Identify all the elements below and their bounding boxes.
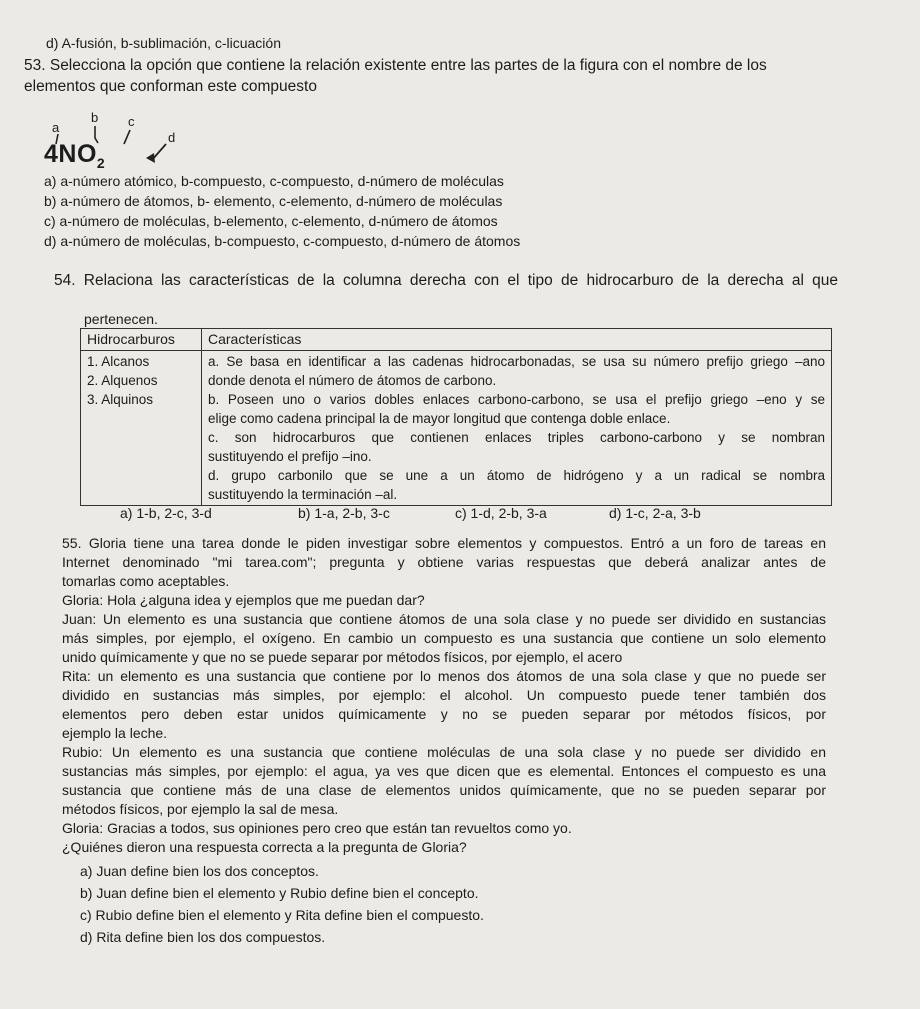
- figure-label-c: c: [128, 114, 135, 129]
- header-hidrocarburos: Hidrocarburos: [81, 329, 202, 351]
- q55-line-9: dividido en sustancias más simples, por ejemplo: el alcohol. Un compuesto puede tener también dos: [62, 687, 826, 703]
- q54-option-d: d) 1-c, 2-a, 3-b: [609, 505, 701, 521]
- type-alcanos: 1. Alcanos: [87, 354, 150, 369]
- q53-text-line2: elementos que conforman este compuesto: [24, 78, 317, 95]
- q55-line-12: Rubio: Un elemento es una sustancia que contiene moléculas de una sola clase y no puede ser dividido en: [62, 744, 826, 760]
- chemical-formula: $4NO_2$: [44, 140, 106, 171]
- characteristic-b-line2: elige como cadena principal la de mayor longitud que contenga doble enlace.: [208, 411, 671, 426]
- prev-question-option-d: d) A-fusión, b-sublimación, c-licuación: [46, 35, 281, 51]
- q54-text-line2: pertenecen.: [84, 311, 158, 327]
- characteristic-d-line2: sustituyendo la terminación –al.: [208, 487, 398, 502]
- type-alquinos: 3. Alquinos: [87, 392, 154, 407]
- figure-label-d: d: [168, 130, 176, 145]
- characteristic-c-line2: sustituyendo el prefijo –ino.: [208, 449, 372, 464]
- characteristic-a-line2: donde denota el número de átomos de carbono.: [208, 373, 497, 388]
- q55-line-10: elementos pero deben estar unidos químicamente y no se pueden separar por métodos físicos, por: [62, 706, 826, 722]
- table-body-row: [81, 351, 832, 506]
- q53-option-c: c) a-número de moléculas, b-elemento, c-elemento, d-número de átomos: [44, 213, 498, 229]
- q53-option-b: b) a-número de átomos, b- elemento, c-elemento, d-número de moléculas: [44, 193, 503, 209]
- q55-line-13: sustancias más simples, por ejemplo: el agua, ya ves que dicen que es elemental. Entonces el compuesto es una: [62, 763, 826, 779]
- q55-line-1: 55. Gloria tiene una tarea donde le piden investigar sobre elementos y compuestos. Entró a un foro de tareas en: [62, 535, 826, 551]
- characteristic-b-line1: b. Poseen uno o varios dobles enlaces carbono-carbono, se usa el prefijo griego –eno y se: [208, 392, 825, 407]
- header-caracteristicas: Características: [202, 329, 832, 351]
- q54-text-line1: 54. Relaciona las características de la columna derecha con el tipo de hidrocarburo de la derecha al que: [54, 272, 838, 289]
- characteristic-c-line1: c. son hidrocarburos que contienen enlaces triples carbono-carbono y se nombran: [208, 430, 825, 445]
- figure-label-a: a: [52, 120, 60, 135]
- q55-line-8: Rita: un elemento es una sustancia que contiene por lo menos dos átomos de una sola clase y que no puede ser: [62, 668, 826, 684]
- table-header-row: [81, 329, 832, 351]
- q55-question: ¿Quiénes dieron una respuesta correcta a la pregunta de Gloria?: [62, 839, 467, 855]
- q55-line-4: Gloria: Hola ¿alguna idea y ejemplos que me puedan dar?: [62, 592, 425, 608]
- type-alquenos: 2. Alquenos: [87, 373, 158, 388]
- q55-line-7: unido químicamente y que no se puede separar por métodos físicos, por ejemplo, el acero: [62, 649, 623, 665]
- q54-option-b: b) 1-a, 2-b, 3-c: [298, 505, 390, 521]
- q55-line-5: Juan: Un elemento es una sustancia que contiene átomos de una sola clase y no puede ser dividido en sustancias: [62, 611, 826, 627]
- q55-line-15: métodos físicos, por ejemplo la sal de mesa.: [62, 801, 339, 817]
- characteristic-a-line1: a. Se basa en identificar a las cadenas hidrocarbonadas, se usa su número prefijo griego –ano: [208, 354, 825, 369]
- q55-line-14: sustancia que contiene más de una clase de elementos unidos químicamente, que no se pueden separar por: [62, 782, 826, 798]
- q55-option-d: d) Rita define bien los dos compuestos.: [80, 929, 326, 945]
- hydrocarbon-types-cell: [81, 351, 202, 506]
- q54-option-c: c) 1-d, 2-b, 3-a: [455, 505, 547, 521]
- q55-line-3: tomarlas como aceptables.: [62, 573, 230, 589]
- q55-option-a: a) Juan define bien los dos conceptos.: [80, 863, 319, 879]
- q55-line-6: más simples, por ejemplo, el oxígeno. En cambio un compuesto es una sustancia que contiene un solo elemento: [62, 630, 826, 646]
- q55-option-c: c) Rubio define bien el elemento y Rita define bien el compuesto.: [80, 907, 484, 923]
- q53-text-line1: 53. Selecciona la opción que contiene la relación existente entre las partes de la figura con el nombre de los: [24, 57, 767, 74]
- q55-line-11: ejemplo la leche.: [62, 725, 168, 741]
- q55-option-b: b) Juan define bien el elemento y Rubio define bien el concepto.: [80, 885, 479, 901]
- formula-figure: [40, 110, 200, 178]
- figure-label-b: b: [91, 110, 99, 125]
- characteristic-d-line1: d. grupo carbonilo que se une a un átomo de hidrógeno y a un radical se nombra: [208, 468, 825, 483]
- hydrocarbon-table: [80, 328, 832, 506]
- q55-line-2: Internet denominado "mi tarea.com"; pregunta y obtiene varias respuestas que deberá analizar antes de: [62, 554, 826, 570]
- q53-option-d: d) a-número de moléculas, b-compuesto, c-compuesto, d-número de átomos: [44, 233, 521, 249]
- q54-option-a: a) 1-b, 2-c, 3-d: [120, 505, 212, 521]
- q53-option-a: a) a-número atómico, b-compuesto, c-compuesto, d-número de moléculas: [44, 173, 504, 189]
- characteristics-cell: [202, 351, 832, 506]
- q55-line-16: Gloria: Gracias a todos, sus opiniones pero creo que están tan revueltos como yo.: [62, 820, 572, 836]
